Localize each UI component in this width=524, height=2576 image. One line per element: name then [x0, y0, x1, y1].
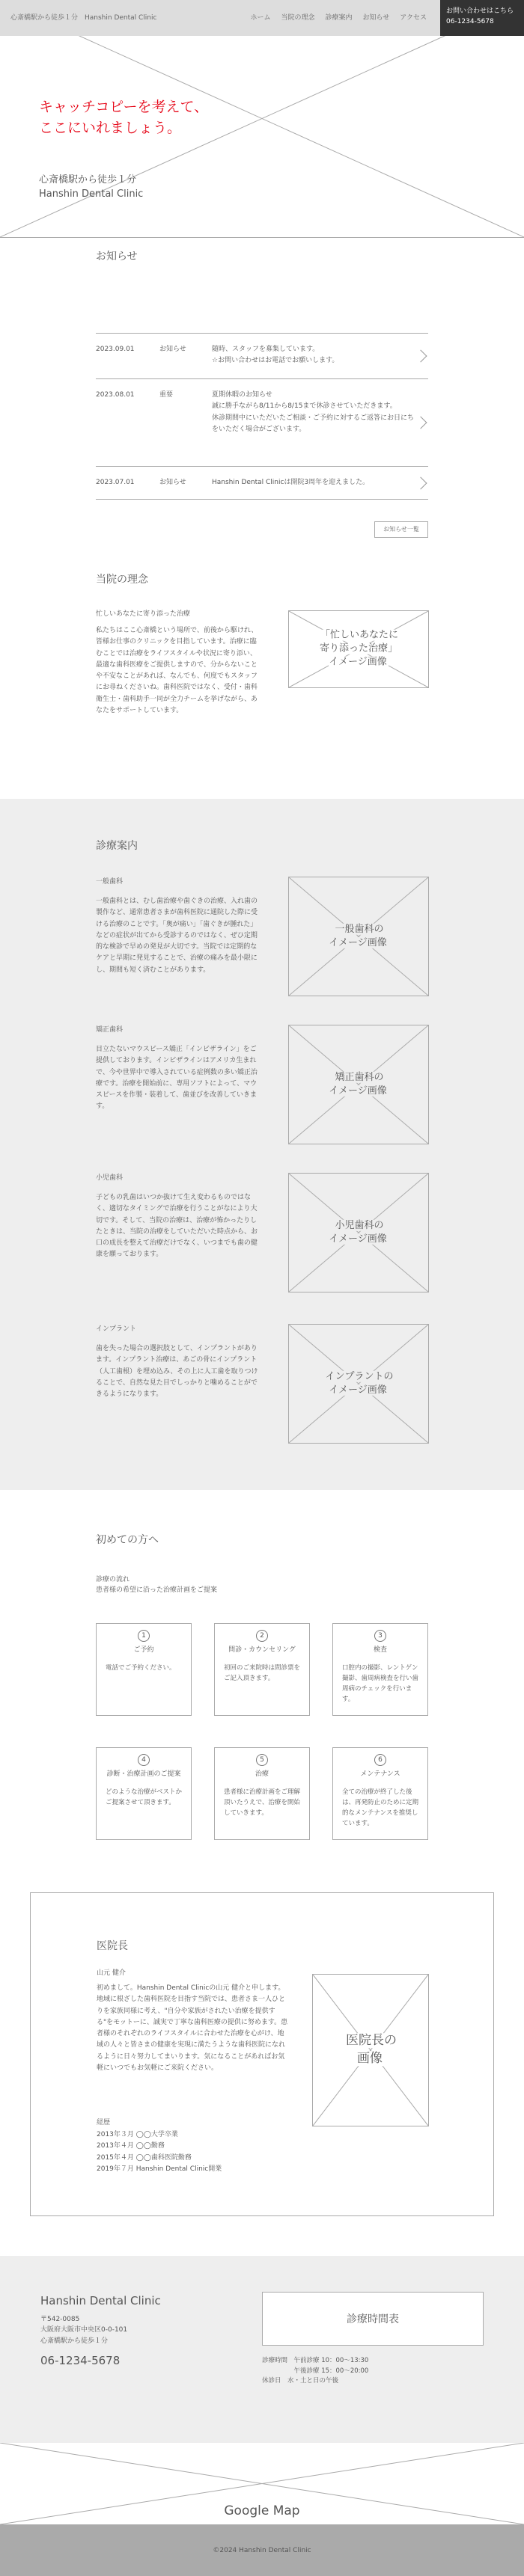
chevron-right-icon — [415, 417, 427, 429]
philosophy-lead: 忙しいあなたに寄り添った治療 — [96, 610, 191, 618]
director-title: 医院長 — [97, 1940, 128, 1952]
news-title: お知らせ — [96, 251, 138, 263]
career-item: 2015年４月 ◯◯歯科医院勤務 — [97, 2153, 192, 2162]
flow-step — [332, 1747, 428, 1840]
step-text: 口腔内の撮影、レントゲン撮影、歯周病検査を行い歯周病のチェックを行います。 — [342, 1664, 419, 1704]
news-category: 重要 — [159, 391, 174, 399]
first-visit-title: 初めての方へ — [96, 1534, 159, 1546]
footer-clinic-name: Hanshin Dental Clinic — [40, 2294, 161, 2307]
service-desc: 一般歯科とは、むし歯治療や歯ぐきの治療、入れ歯の製作など、通常患者さまが歯科医院に通院した際に受ける治療のことです。「奥が痛い」「歯ぐきが腫れた」などの症状が出てから受診するのではなく、ぜひ定期的な検診で早めの発見が大切です。当院では定期的なケアと早期に発見することで、治療の痛みを最小限にし、期間も短く済むことがあります。 — [96, 898, 258, 974]
nav-news[interactable]: お知らせ — [362, 14, 390, 22]
chevron-right-icon — [415, 350, 427, 363]
footer-hours: 診療時間 午前診療 10：00～13:30 午後診療 15：00～20:00 休診日 水・土と日の午後 — [262, 2357, 369, 2385]
step-number: 5 — [256, 1754, 268, 1766]
flow-heading — [96, 1575, 217, 1595]
footer-address: 〒542-0085 大阪府大阪市中央区0-0-101 心斎橋駅から徒歩１分 — [40, 2316, 128, 2345]
hero-catchcopy: キャッチコピーを考えて、 ここにいれましょう。 — [39, 99, 209, 136]
news-item[interactable] — [96, 467, 428, 500]
step-number: 1 — [138, 1630, 150, 1642]
header-brand[interactable]: 心斎橋駅から徒歩１分 Hanshin Dental Clinic — [10, 14, 157, 22]
news-date: 2023.08.01 — [96, 391, 135, 399]
nav-philosophy[interactable]: 当院の理念 — [281, 14, 315, 22]
news-body: 随時、スタッフを募集しています。 ☆お問い合わせはお電話でお願いします。 — [212, 346, 339, 365]
news-list — [96, 333, 428, 500]
service-desc: 歯を失った場合の選択肢として、インプラントがあります。インプラント治療は、あごの骨にインプラント（人工歯根）を埋め込み、その上に人工歯を取りつけることで、自然な見た目でしっかりと噛めることができるようになります。 — [96, 1345, 258, 1399]
service-desc: 子どもの乳歯はいつか抜けて生え変わるものではなく、適切なタイミングで治療を行うことがなにより大切です。そして、当院の治療は、治療が怖かったりしたときは、当院の治療をしていただいた時点から、お口の成長を整えて治療だけでなく、いつまでも歯の健康を願っております。 — [96, 1194, 258, 1259]
step-number: 4 — [138, 1754, 150, 1766]
global-nav — [250, 13, 427, 24]
nav-services[interactable]: 診療案内 — [325, 14, 353, 22]
step-number: 2 — [256, 1630, 268, 1642]
service-name: インプラント — [96, 1325, 137, 1333]
step-text: 電話でご予約ください。 — [106, 1664, 176, 1672]
news-item[interactable] — [96, 334, 428, 379]
flow-step — [214, 1747, 310, 1840]
service-image — [288, 1025, 429, 1144]
flow-step — [96, 1747, 192, 1840]
flow-step — [96, 1623, 192, 1716]
flow-title: 診療の流れ — [96, 1576, 130, 1583]
step-text: 全ての治療が終了した後は、再発防止のために定期的なメンテナンスを推奨しています。 — [342, 1788, 419, 1828]
map-section[interactable] — [0, 2443, 524, 2525]
service-image-label: 矯正歯科の イメージ画像 — [329, 1071, 387, 1097]
footer-tel[interactable]: 06-1234-5678 — [40, 2354, 121, 2367]
career-title: 経歴 — [97, 2119, 111, 2126]
service-name: 一般歯科 — [96, 878, 124, 886]
philosophy-image-label: 「忙しいあなたに 寄り添った治療」 イメージ画像 — [319, 629, 398, 669]
news-item[interactable] — [96, 379, 428, 467]
step-number: 3 — [374, 1630, 386, 1642]
step-name: 検査 — [373, 1646, 387, 1654]
step-text: 患者様に治療計画をご理解頂いたうえで、治療を開始していきます。 — [224, 1788, 301, 1818]
contact-button[interactable] — [440, 0, 524, 36]
services-title: 診療案内 — [96, 840, 138, 852]
service-image — [288, 1324, 429, 1444]
nav-access[interactable]: アクセス — [400, 14, 427, 22]
map-label: Google Map — [224, 2503, 300, 2519]
director-image-label: 医院長の 画像 — [346, 2033, 397, 2066]
service-image-label: インプラントの イメージ画像 — [325, 1370, 394, 1396]
site-header — [0, 0, 524, 36]
service-name: 小児歯科 — [96, 1174, 124, 1182]
news-body: 夏期休暇のお知らせ 誠に勝手ながら8/11から8/15まで休診させていただきます。 休診期間中にいただいたご相談・ご予約に対するご返答にお日にちをいただく場合がございます。 — [212, 391, 415, 433]
step-name: ご予約 — [133, 1646, 154, 1654]
services-section — [0, 799, 524, 1490]
director-section — [30, 1892, 494, 2216]
step-text: 初回のご来院時は問診票をご記入頂きます。 — [224, 1664, 301, 1683]
news-body: Hanshin Dental Clinicは開院3周年を迎えました。 — [212, 479, 370, 486]
service-image — [288, 1173, 429, 1292]
step-name: 診断・治療計画のご提案 — [106, 1770, 181, 1778]
news-more-button[interactable]: お知らせ一覧 — [374, 521, 428, 538]
step-name: 問診・カウンセリング — [228, 1646, 296, 1654]
philosophy-text: 私たちはここ心斎橋という場所で、前後から駆けれ、皆様お仕事のクリニックを目指しています。治療に臨むことでは治療をライフスタイルや状況に寄り添い、最適な歯科医療をご提供しますので、分からないことや不安なことがあれば、なんでも、何度でもスタッフにお尋ねくださいね。歯科医院ではなく、受付・歯科衛生士・歯科助手一同が全力チームを挙げながら、あなたをサポートしています。 — [96, 627, 258, 715]
copyright-bar: ©2024 Hanshin Dental Clinic — [0, 2525, 524, 2576]
step-name: 治療 — [255, 1770, 269, 1778]
news-category: お知らせ — [159, 346, 186, 353]
hero-subtitle — [39, 174, 143, 202]
step-number: 6 — [374, 1754, 386, 1766]
service-image — [288, 877, 429, 996]
career-item: 2013年３月 ◯◯大学卒業 — [97, 2131, 178, 2138]
service-image-label: 小児歯科の イメージ画像 — [329, 1219, 387, 1245]
flow-step — [332, 1623, 428, 1716]
philosophy-image — [288, 610, 429, 688]
hours-table: 診療時間表 — [262, 2292, 484, 2346]
hero-access: 心斎橋駅から徒歩１分 — [39, 174, 137, 185]
flow-subtitle: 患者様の希望に沿った治療計画をご提案 — [96, 1586, 218, 1594]
step-text: どのような治療がベストかご提案させて頂きます。 — [106, 1788, 183, 1807]
contact-label: お問い合わせはこちら — [446, 7, 514, 15]
news-category: お知らせ — [159, 479, 186, 486]
service-desc: 目立たないマウスピース矯正「インビザライン」をご提供しております。インビザラインはアメリカ生まれで、今や世界中で導入されている症例数の多い矯正治療です。治療を開始前に、専用ソフトによって、マウスピースを作製・装着して、歯並びを改善していきます。 — [96, 1046, 258, 1111]
director-image — [312, 1974, 429, 2126]
chevron-right-icon — [415, 477, 427, 490]
hero-clinic-name: Hanshin Dental Clinic — [39, 188, 144, 200]
footer-info — [0, 2256, 524, 2443]
philosophy-title: 当院の理念 — [96, 574, 148, 586]
career-list — [97, 2129, 222, 2175]
step-name: メンテナンス — [360, 1770, 400, 1778]
news-date: 2023.09.01 — [96, 346, 135, 353]
director-message: 初めまして。Hanshin Dental Clinicの山元 健介と申します。地域に根ざした歯科医院を目指す当院では、患者さま一人ひとりを家族同様に考え、"自分や家族がされたい治療を提供する"をモットーに、誠実で丁寧な歯科医療の提供に努めます。患者様のそれぞれのライフスタイルに合わせた治療を心がけ、地域の人々と皆さまの健康を実現に満たうような歯科医院になれるように日々努力してまいります。気になることがあればお気軽にいつでもお気軽にご来院ください。 — [97, 1984, 288, 2073]
news-date: 2023.07.01 — [96, 479, 135, 486]
service-name: 矯正歯科 — [96, 1026, 124, 1034]
career-item: 2013年４月 ◯◯勤務 — [97, 2142, 165, 2150]
flow-step — [214, 1623, 310, 1716]
career-item: 2019年７月 Hanshin Dental Clinic開業 — [97, 2165, 222, 2173]
service-image-label: 一般歯科の イメージ画像 — [329, 923, 387, 948]
nav-home[interactable]: ホーム — [250, 14, 271, 22]
director-name: 山元 健介 — [97, 1969, 126, 1977]
contact-tel: 06-1234-5678 — [446, 18, 494, 26]
